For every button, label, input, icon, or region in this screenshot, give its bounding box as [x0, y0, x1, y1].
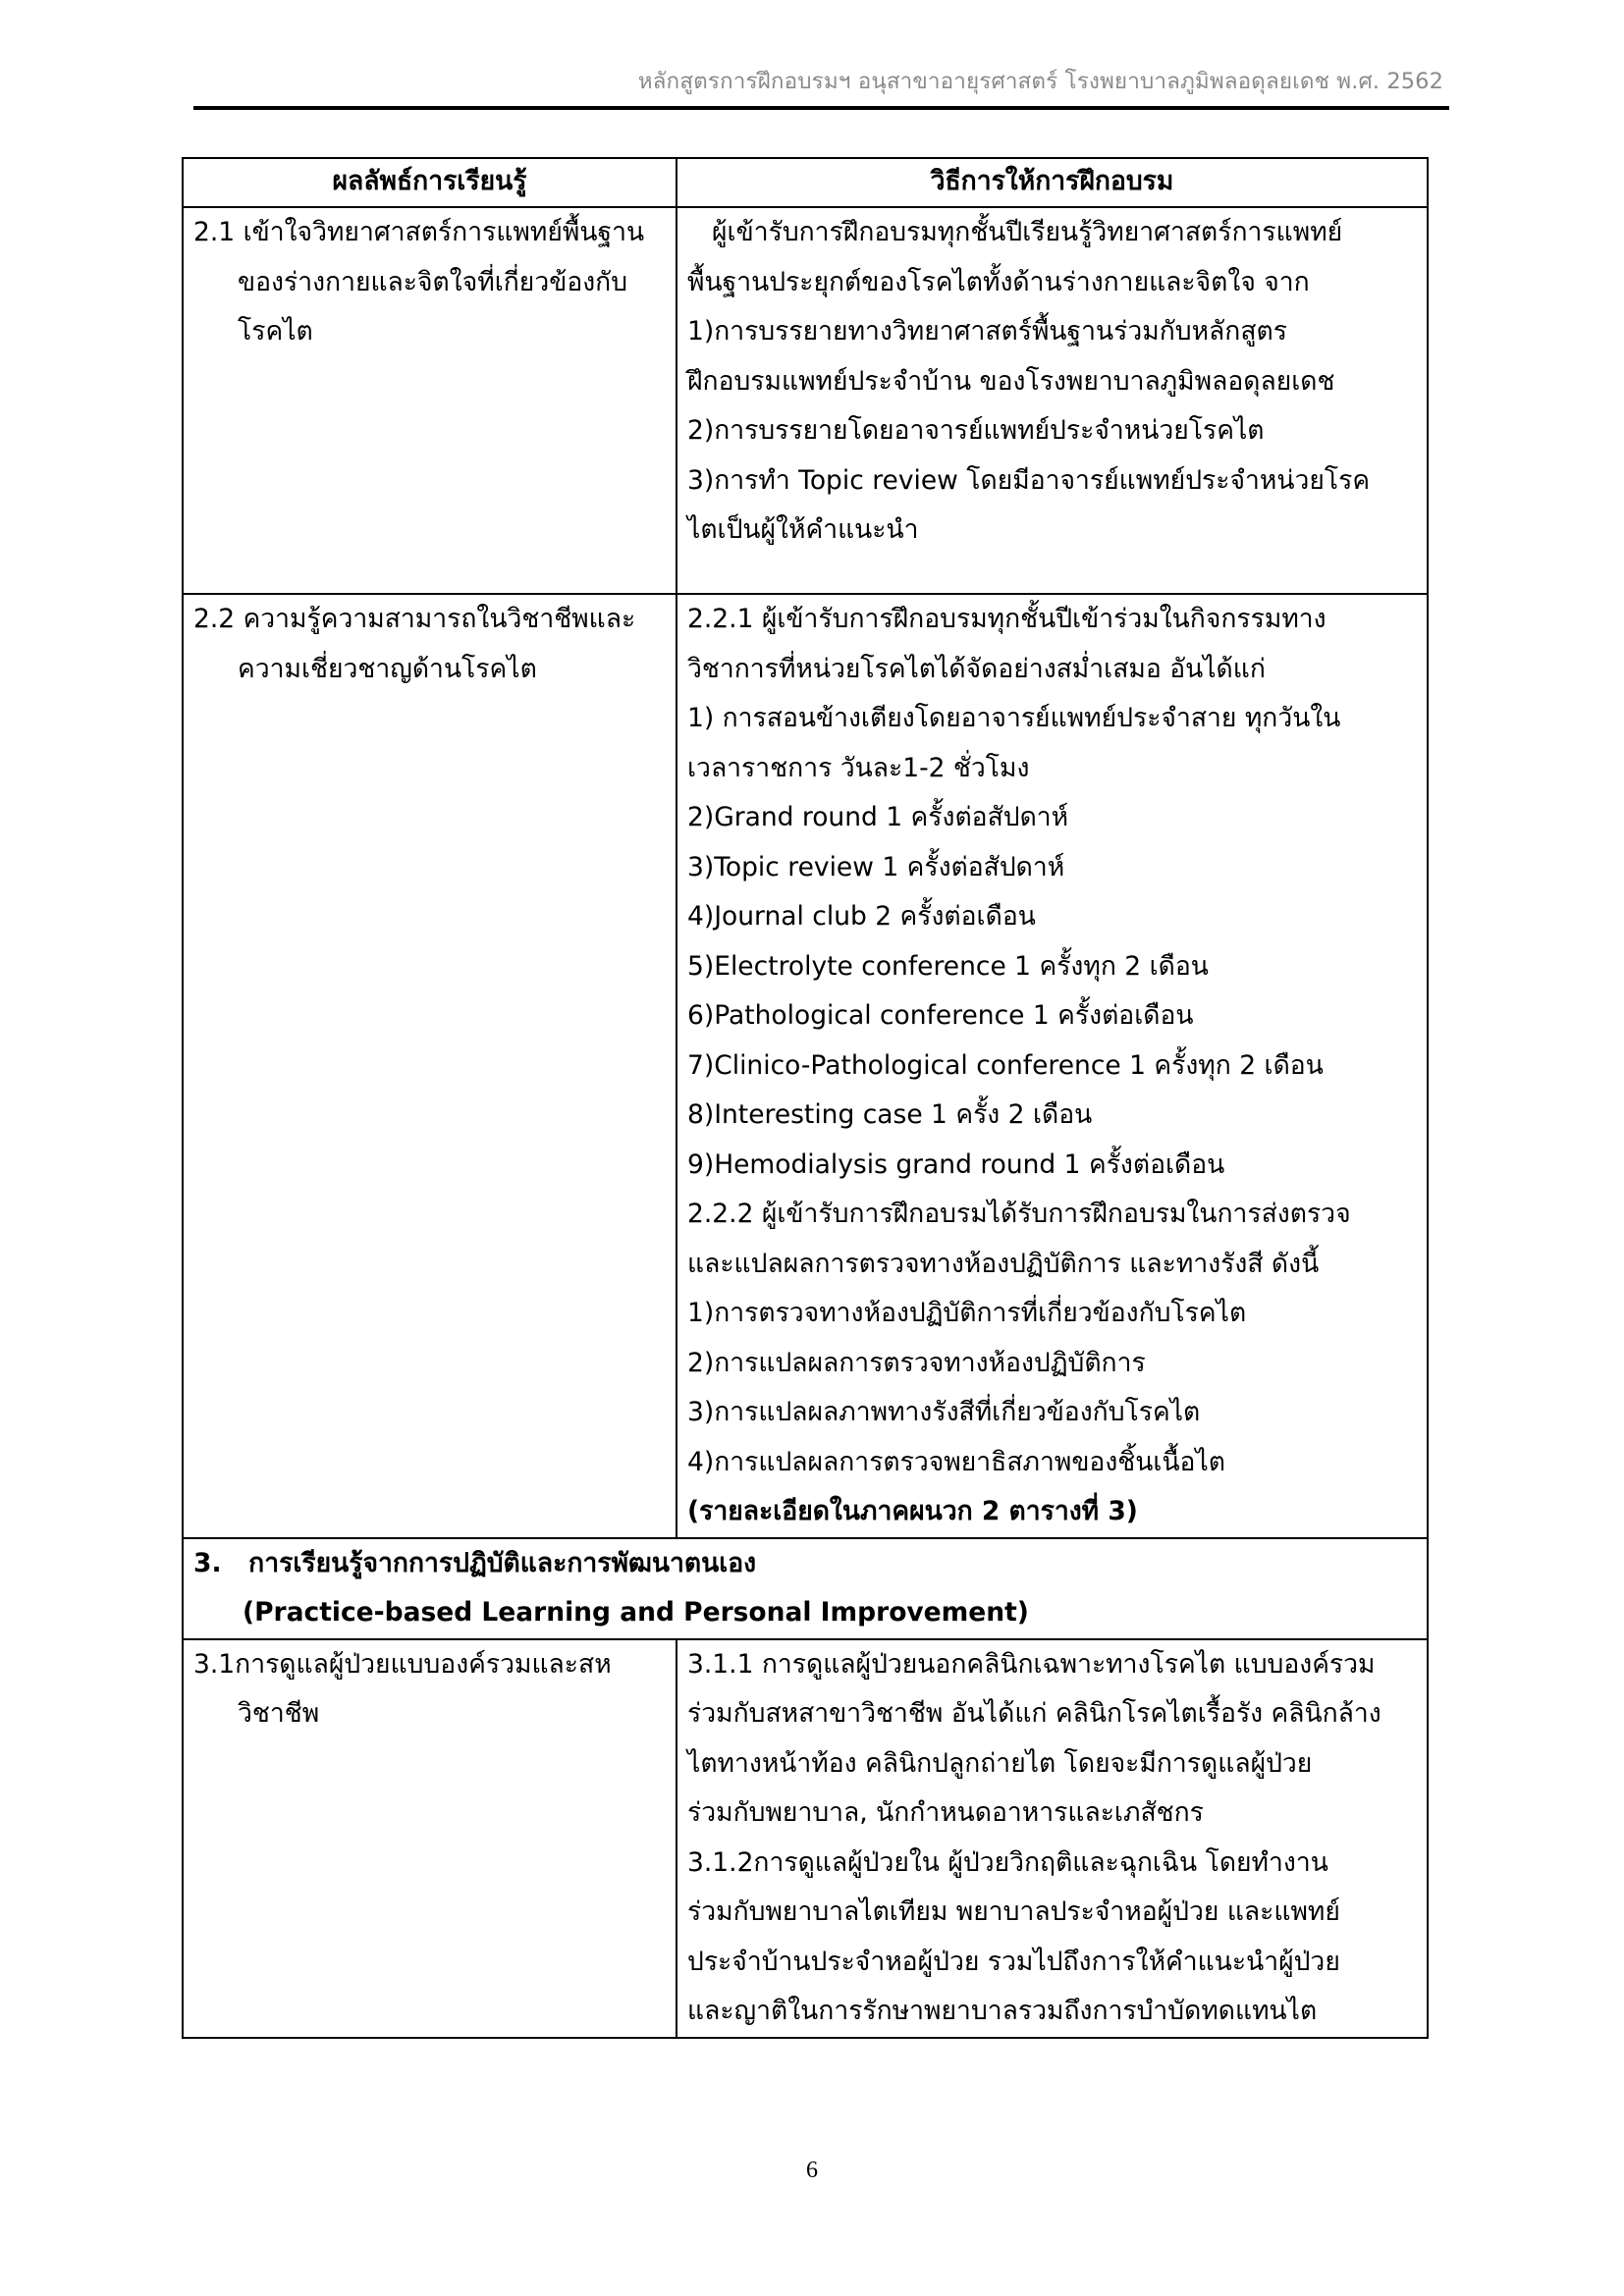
method-line: ผู้เข้ารับการฝึกอบรมทุกชั้นปีเรียนรู้วิทยาศาสตร์การแพทย์ — [712, 217, 1343, 247]
section-row — [183, 1538, 1428, 1639]
method-line: ร่วมกับพยาบาลไตเทียม พยาบาลประจำหอผู้ป่วย และแพทย์ — [687, 1896, 1340, 1927]
method-line: 1) การสอนข้างเตียงโดยอาจารย์แพทย์ประจำสาย ทุกวันใน — [687, 703, 1341, 733]
method-line: พื้นฐานประยุกต์ของโรคไตทั้งด้านร่างกายและจิตใจ จาก — [687, 266, 1310, 297]
method-line: ฝึกอบรมแพทย์ประจำบ้าน ของโรงพยาบาลภูมิพลอดุลยเดช — [687, 365, 1335, 397]
running-header: หลักสูตรการฝึกอบรมฯ อนุสาขาอายุรศาสตร์ โรงพยาบาลภูมิพลอดุลยเดช พ.ศ. 2562 — [637, 69, 1443, 94]
method-line: 4)Journal club 2 ครั้งต่อเดือน — [687, 901, 1036, 932]
header-learning-outcome: ผลลัพธ์การเรียนรู้ — [183, 158, 677, 207]
table-row — [183, 1639, 1428, 2038]
method-line: 9)Hemodialysis grand round 1 ครั้งต่อเดือน — [687, 1148, 1225, 1180]
method-line: ไตทางหน้าท้อง คลินิกปลูกถ่ายไต โดยจะมีการดูแลผู้ป่วย — [687, 1747, 1313, 1779]
method-line: 2.2.2 ผู้เข้ารับการฝึกอบรมได้รับการฝึกอบรมในการส่งตรวจ — [687, 1199, 1351, 1229]
method-line: ประจำบ้านประจำหอผู้ป่วย รวมไปถึงการให้คำแนะนำผู้ป่วย — [687, 1946, 1340, 1977]
method-line: 3)Topic review 1 ครั้งต่อสัปดาห์ — [687, 851, 1065, 882]
method-note: (รายละเอียดในภาคผนวก 2 ตารางที่ 3) — [687, 1496, 1138, 1526]
method-cell — [677, 1639, 1428, 2038]
method-line: เวลาราชการ วันละ1-2 ชั่วโมง — [687, 752, 1030, 783]
outcome-cell — [183, 207, 677, 594]
outcome-line: 2.1 เข้าใจวิทยาศาสตร์การแพทย์พื้นฐาน — [193, 217, 645, 247]
outcome-line: ของร่างกายและจิตใจที่เกี่ยวข้องกับ — [238, 266, 628, 297]
method-line: 8)Interesting case 1 ครั้ง 2 เดือน — [687, 1099, 1093, 1130]
method-line: และญาติในการรักษาพยาบาลรวมถึงการบำบัดทดแทนไต — [687, 1996, 1318, 2026]
method-line: 7)Clinico-Pathological conference 1 ครั้งทุก 2 เดือน — [687, 1049, 1324, 1081]
section-3-cell — [183, 1538, 1428, 1639]
method-line: วิชาการที่หน่วยโรคไตได้จัดอย่างสม่ำเสมอ อันได้แก่ — [687, 653, 1266, 684]
method-line: 3)การแปลผลภาพทางรังสีที่เกี่ยวข้องกับโรคไต — [687, 1397, 1201, 1427]
method-line: 1)การบรรยายทางวิทยาศาสตร์พื้นฐานร่วมกับหลักสูตร — [687, 316, 1287, 347]
table-row — [183, 594, 1428, 1538]
header-training-method: วิธีการให้การฝึกอบรม — [677, 158, 1428, 207]
outcome-cell — [183, 1639, 677, 2038]
section-subtitle: (Practice-based Learning and Personal Improvement) — [243, 1597, 1029, 1628]
method-line: 2)การแปลผลการตรวจทางห้องปฏิบัติการ — [687, 1347, 1146, 1378]
outcome-line: โรคไต — [238, 316, 313, 347]
method-cell — [677, 594, 1428, 1538]
table-row — [183, 207, 1428, 594]
outcome-line: วิชาชีพ — [238, 1698, 320, 1729]
method-line: 4)การแปลผลการตรวจพยาธิสภาพของชิ้นเนื้อไต — [687, 1446, 1226, 1477]
header-rule — [193, 106, 1449, 110]
outcome-line: 2.2 ความรู้ความสามารถในวิชาชีพและ — [193, 604, 636, 634]
method-line: 3.1.2การดูแลผู้ป่วยใน ผู้ป่วยวิกฤติและฉุกเฉิน โดยทำงาน — [687, 1846, 1328, 1878]
method-line: 2)การบรรยายโดยอาจารย์แพทย์ประจำหน่วยโรคไต — [687, 415, 1265, 446]
method-line: ร่วมกับพยาบาล, นักกำหนดอาหารและเภสัชกร — [687, 1797, 1204, 1828]
method-line: 2.2.1 ผู้เข้ารับการฝึกอบรมทุกชั้นปีเข้าร่วมในกิจกรรมทาง — [687, 604, 1326, 634]
method-line: 1)การตรวจทางห้องปฏิบัติการที่เกี่ยวข้องกับโรคไต — [687, 1298, 1247, 1328]
curriculum-table — [182, 157, 1429, 2039]
method-line: 3.1.1 การดูแลผู้ป่วยนอกคลินิกเฉพาะทางโรคไต แบบองค์รวม — [687, 1648, 1376, 1680]
outcome-cell — [183, 594, 677, 1538]
outcome-line: 3.1การดูแลผู้ป่วยแบบองค์รวมและสห — [193, 1648, 612, 1680]
page-number: 6 — [806, 2158, 818, 2183]
method-cell — [677, 207, 1428, 594]
method-line: 5)Electrolyte conference 1 ครั้งทุก 2 เดือน — [687, 950, 1209, 982]
table-header-row — [183, 158, 1428, 207]
method-line: 6)Pathological conference 1 ครั้งต่อเดือน — [687, 1000, 1194, 1031]
section-title: 3. การเรียนรู้จากการปฏิบัติและการพัฒนาตนเอง — [193, 1547, 757, 1578]
method-line: 2)Grand round 1 ครั้งต่อสัปดาห์ — [687, 802, 1069, 832]
method-line: ไตเป็นผู้ให้คำแนะนำ — [687, 514, 919, 545]
method-line: ร่วมกับสหสาขาวิชาชีพ อันได้แก่ คลินิกโรคไตเรื้อรัง คลินิกล้าง — [687, 1698, 1381, 1729]
method-line: 3)การทำ Topic review โดยมีอาจารย์แพทย์ประจำหน่วยโรค — [687, 464, 1371, 496]
outcome-line: ความเชี่ยวชาญด้านโรคไต — [238, 653, 537, 684]
method-line: และแปลผลการตรวจทางห้องปฏิบัติการ และทางรังสี ดังนี้ — [687, 1248, 1320, 1279]
